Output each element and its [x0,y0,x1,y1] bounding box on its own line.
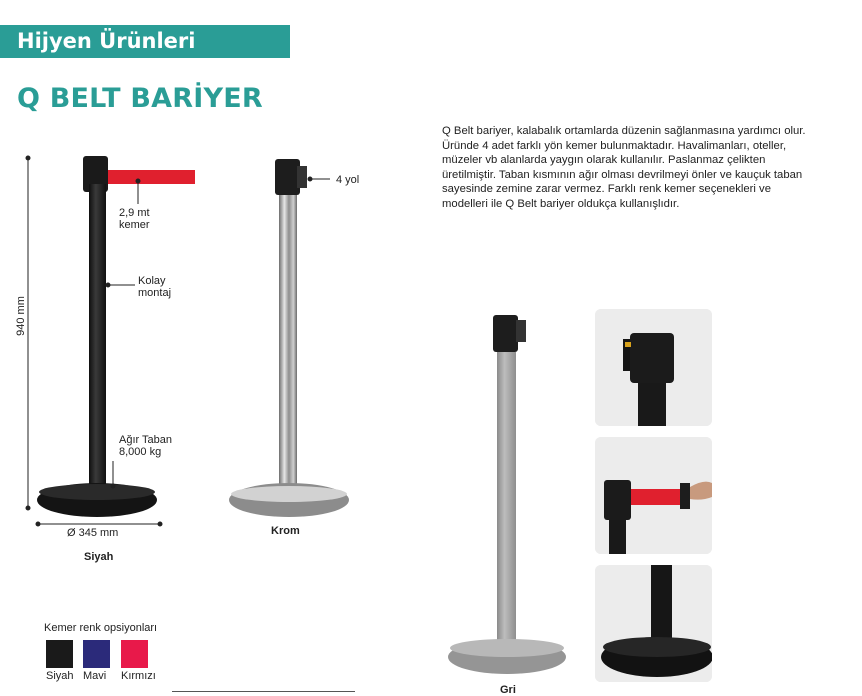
black-post [37,156,195,517]
diameter-label: Ø 345 mm [67,527,119,539]
height-label: 940 mm [15,296,27,336]
belt-label-1: 2,9 mt [119,207,150,219]
detail-photo-middle [595,437,712,554]
swatch-red [121,640,148,668]
swatch-label-red: Kırmızı [121,670,156,682]
base-label-2: 8,000 kg [119,446,162,458]
swatch-blue [83,640,110,668]
product-title: Q BELT BARİYER [17,83,263,114]
detail-photo-bottom [595,565,712,682]
swatch-black [46,640,73,668]
section-title: Hijyen Ürünleri [17,29,196,53]
grey-post [448,315,566,674]
mount-label-1: Kolay [138,275,166,287]
red-belt [107,170,195,184]
footer-rule [172,691,355,692]
belt-label-2: kemer [119,219,150,231]
swatch-label-blue: Mavi [83,670,107,682]
swatch-label-black: Siyah [46,670,74,682]
chrome-post [229,159,349,517]
product-description: Q Belt bariyer, kalabalık ortamlarda düzenin sağlanmasına yardımcı olur. Üründe 4 adet farklı yön kemer bulunmaktadır. Havalimanları, oteller, müzeler vb alanlarda yaygın olarak kullanılır. Paslanmaz çelikten üretilmiştir. Taban kısmının ağır olması devrilmeyi önler ve kauçuk taban sayesinde zemine zarar vermez. Farklı renk kemer seçenekleri ve modelleri ile Q Belt bariyer oldukça kullanışlıdır. [442,125,806,210]
ways-label: 4 yol [336,174,360,186]
product-caption-black: Siyah [84,551,114,563]
detail-photo-top [595,309,712,426]
mount-label-2: montaj [138,287,172,299]
belt-colors-title: Kemer renk opsiyonları [44,622,158,634]
product-caption-grey: Gri [500,684,516,696]
base-label-1: Ağır Taban [119,434,173,446]
product-caption-chrome: Krom [271,525,300,537]
